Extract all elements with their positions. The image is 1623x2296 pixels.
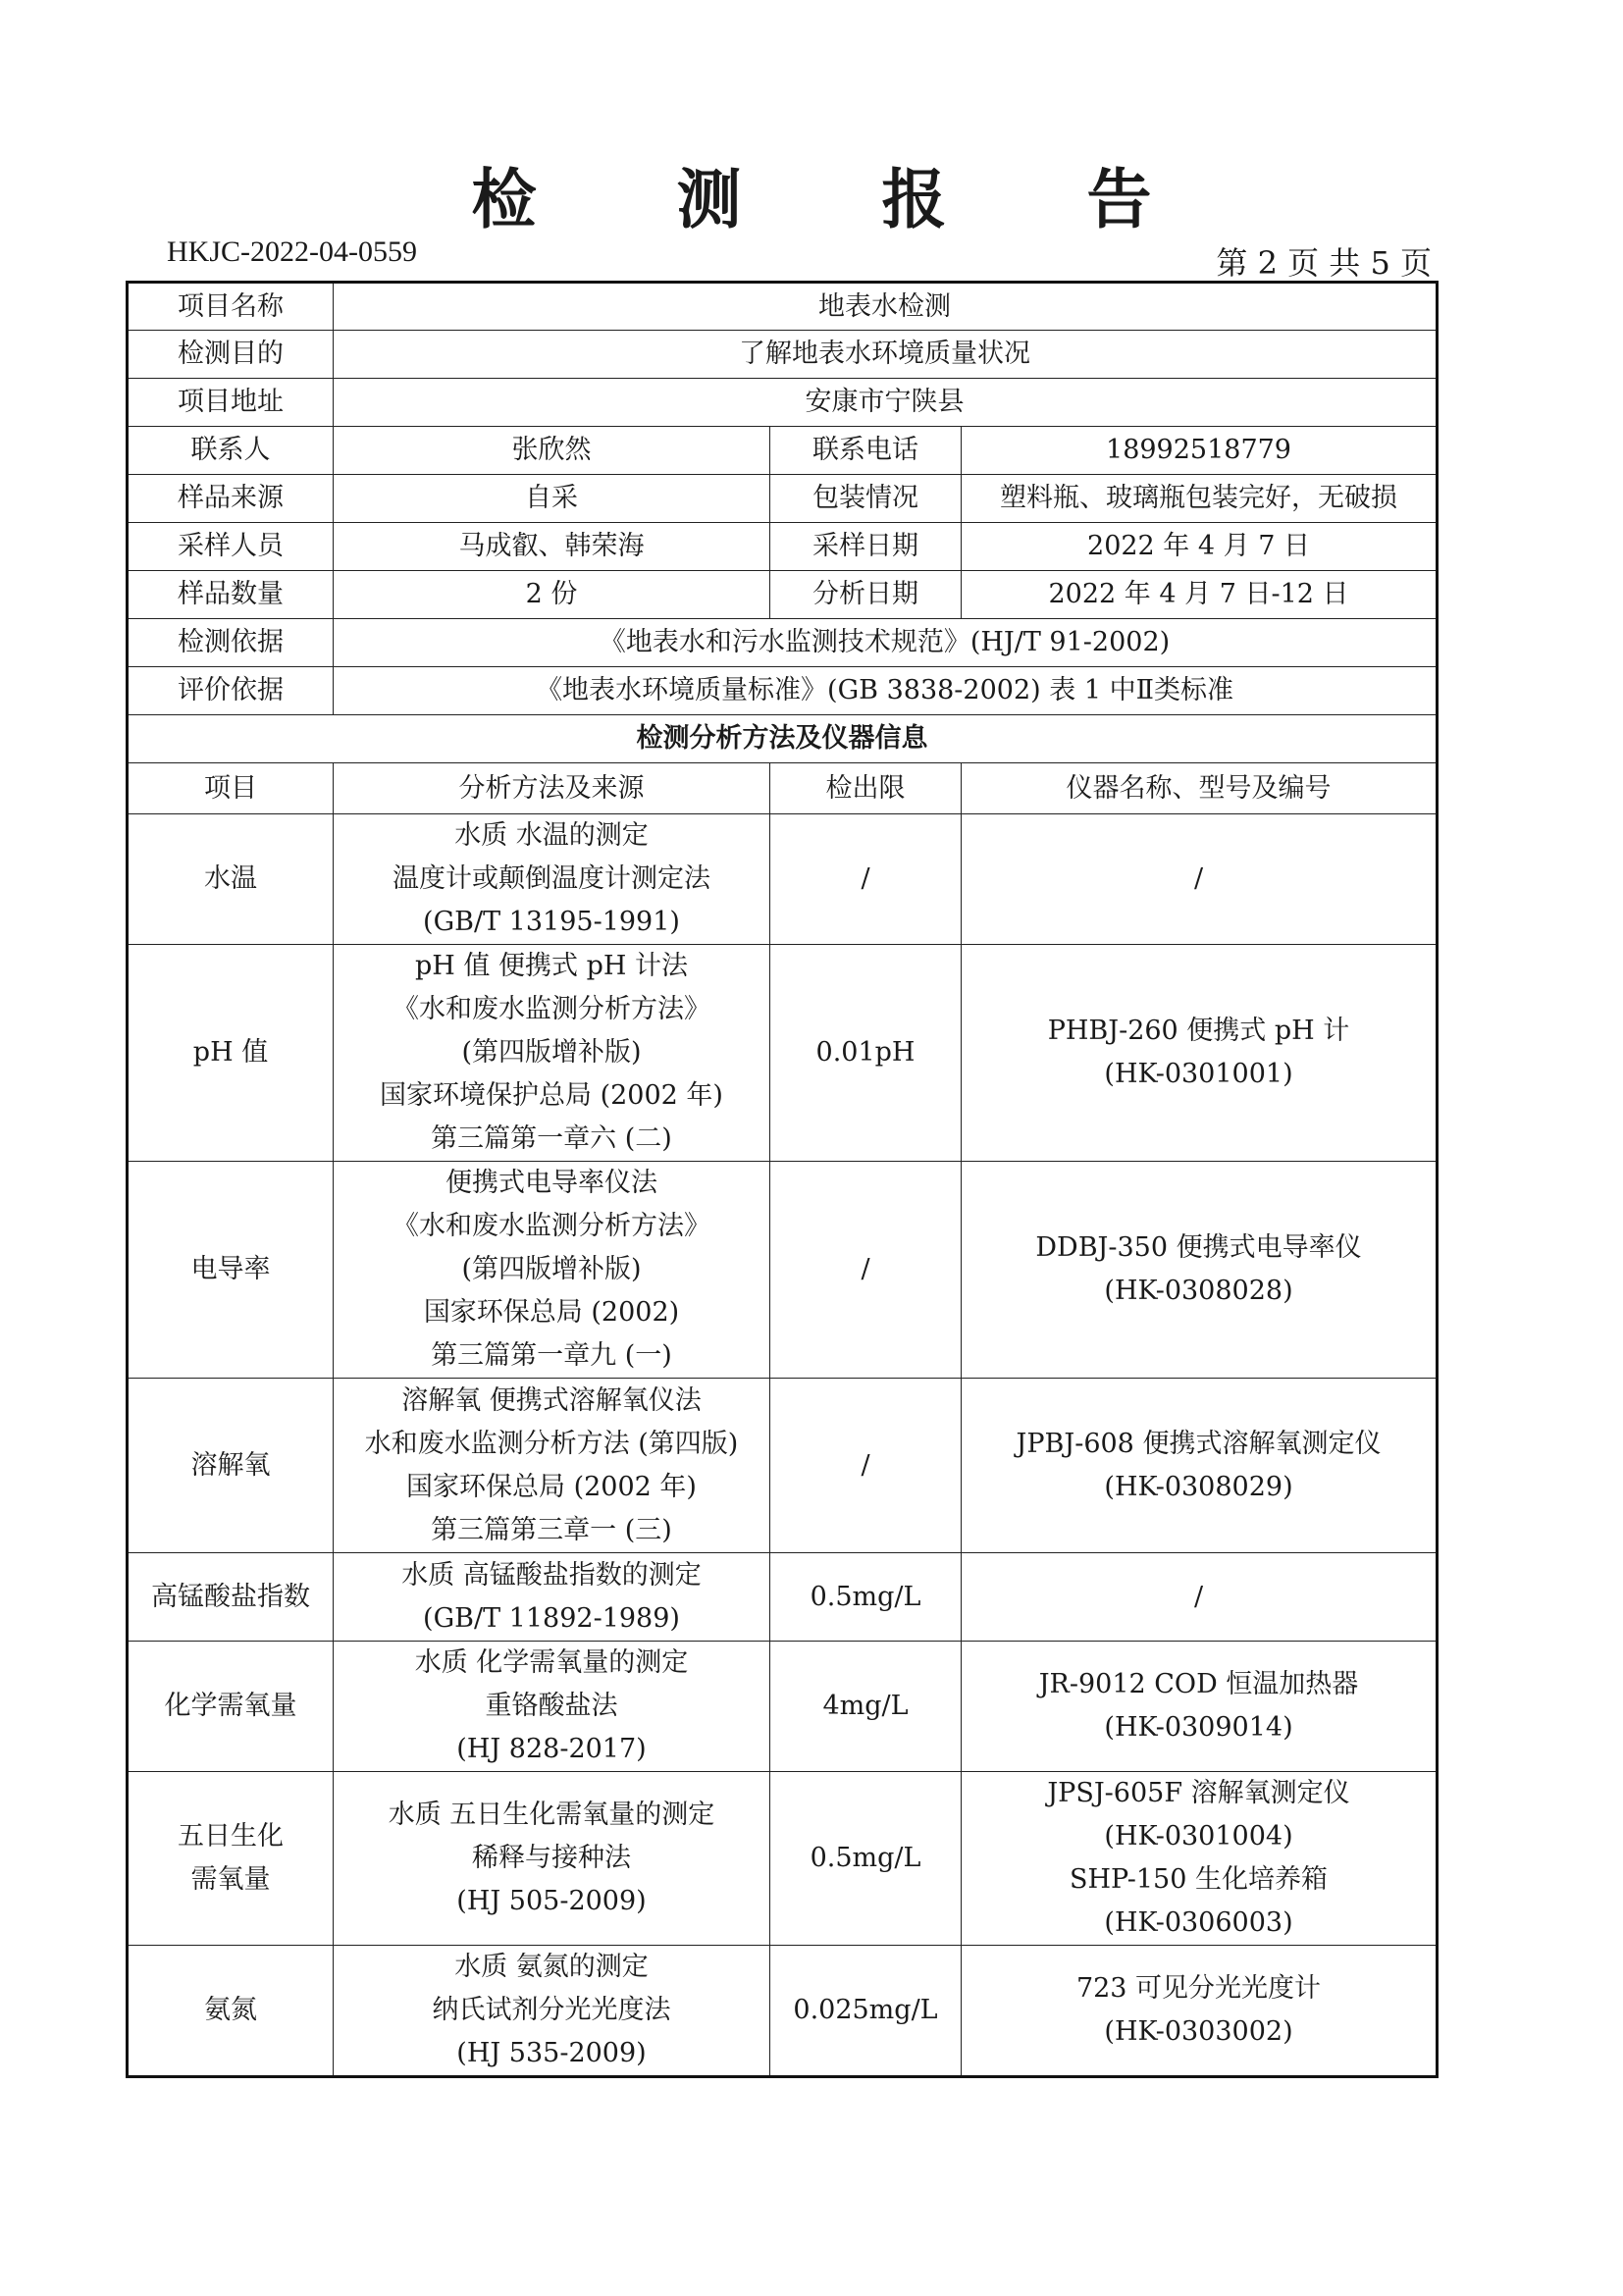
method-source-line: 第三篇第一章六 (二) bbox=[431, 1123, 672, 1154]
contact-value: 张欣然 bbox=[334, 427, 770, 475]
method-instrument-line: (HK-0309014) bbox=[1104, 1712, 1293, 1743]
method-instrument-line: / bbox=[1193, 1581, 1204, 1612]
method-source-line: 国家环境保护总局 (2002 年) bbox=[380, 1080, 723, 1111]
table-row bbox=[128, 427, 1438, 475]
table-header-row bbox=[128, 763, 1438, 814]
method-source-line: 稀释与接种法 bbox=[472, 1843, 631, 1873]
method-source-line: 国家环保总局 (2002) bbox=[423, 1297, 680, 1328]
method-instrument bbox=[962, 1553, 1438, 1642]
method-item bbox=[128, 1642, 334, 1772]
method-item bbox=[128, 1553, 334, 1642]
method-source-line: (GB/T 13195-1991) bbox=[423, 907, 680, 937]
method-row bbox=[128, 1642, 1438, 1772]
method-instrument bbox=[962, 1772, 1438, 1946]
method-row bbox=[128, 1162, 1438, 1379]
method-instrument bbox=[962, 814, 1438, 945]
method-item-line: 五日生化 bbox=[178, 1821, 284, 1852]
method-source-line: (第四版增补版) bbox=[461, 1037, 642, 1068]
purpose-value: 了解地表水环境质量状况 bbox=[334, 331, 1438, 379]
address-label: 项目地址 bbox=[128, 379, 334, 427]
method-instrument-line: (HK-0308029) bbox=[1104, 1471, 1293, 1502]
source-label: 样品来源 bbox=[128, 475, 334, 523]
basis-value: 《地表水和污水监测技术规范》(HJ/T 91-2002) bbox=[334, 619, 1438, 667]
packaging-value: 塑料瓶、玻璃瓶包装完好，无破损 bbox=[962, 475, 1438, 523]
method-item-line: 化学需氧量 bbox=[164, 1691, 297, 1721]
quantity-value: 2 份 bbox=[334, 571, 770, 619]
sampling-date-label: 采样日期 bbox=[770, 523, 962, 571]
method-instrument-line: / bbox=[1193, 863, 1204, 894]
method-instrument bbox=[962, 945, 1438, 1162]
method-instrument bbox=[962, 1946, 1438, 2077]
section-title: 检测分析方法及仪器信息 bbox=[128, 715, 1438, 763]
method-item-line: 水温 bbox=[204, 863, 257, 894]
phone-label: 联系电话 bbox=[770, 427, 962, 475]
method-instrument bbox=[962, 1162, 1438, 1379]
table-row bbox=[128, 619, 1438, 667]
sampler-label: 采样人员 bbox=[128, 523, 334, 571]
report-number: HKJC-2022-04-0559 bbox=[167, 235, 417, 268]
method-rows bbox=[128, 814, 1438, 2077]
method-instrument-line: SHP-150 生化培养箱 bbox=[1070, 1864, 1328, 1895]
method-item-line: 电导率 bbox=[190, 1254, 271, 1284]
method-limit: / bbox=[770, 1379, 962, 1553]
method-item bbox=[128, 1772, 334, 1946]
method-source bbox=[334, 1379, 770, 1553]
method-limit: 0.5mg/L bbox=[770, 1772, 962, 1946]
method-instrument-line: JR-9012 COD 恒温加热器 bbox=[1038, 1669, 1359, 1699]
method-instrument-line: JPBJ-608 便携式溶解氧测定仪 bbox=[1016, 1428, 1382, 1459]
column-header-item: 项目 bbox=[128, 763, 334, 814]
purpose-label: 检测目的 bbox=[128, 331, 334, 379]
phone-value: 18992518779 bbox=[962, 427, 1438, 475]
method-source-line: 水质 高锰酸盐指数的测定 bbox=[401, 1559, 702, 1591]
method-source-line: (第四版增补版) bbox=[461, 1254, 642, 1284]
method-item bbox=[128, 1946, 334, 2077]
method-source-line: 第三篇第三章一 (三) bbox=[431, 1514, 672, 1545]
table-row bbox=[128, 331, 1438, 379]
method-row bbox=[128, 1772, 1438, 1946]
method-instrument-line: JPSJ-605F 溶解氧测定仪 bbox=[1047, 1778, 1350, 1808]
packaging-label: 包装情况 bbox=[770, 475, 962, 523]
method-source-line: 水和废水监测分析方法 (第四版) bbox=[364, 1428, 739, 1459]
method-source-line: 水质 化学需氧量的测定 bbox=[414, 1647, 689, 1678]
method-limit: 0.025mg/L bbox=[770, 1946, 962, 2077]
page-indicator: 第 2 页 共 5 页 bbox=[1216, 244, 1432, 282]
table-row bbox=[128, 379, 1438, 427]
table-row bbox=[128, 283, 1438, 331]
method-source-line: 温度计或颠倒温度计测定法 bbox=[393, 863, 710, 894]
method-source bbox=[334, 1162, 770, 1379]
project-name-label: 项目名称 bbox=[128, 283, 334, 331]
table-row bbox=[128, 523, 1438, 571]
method-source-line: 国家环保总局 (2002 年) bbox=[406, 1471, 697, 1502]
method-instrument-line: DDBJ-350 便携式电导率仪 bbox=[1035, 1232, 1362, 1263]
method-source-line: 水质 五日生化需氧量的测定 bbox=[388, 1800, 715, 1830]
method-source-line: 水质 水温的测定 bbox=[454, 820, 649, 851]
method-source-line: 重铬酸盐法 bbox=[485, 1691, 618, 1721]
method-instrument-line: (HK-0303002) bbox=[1104, 2016, 1293, 2047]
method-limit: / bbox=[770, 814, 962, 945]
method-item bbox=[128, 814, 334, 945]
table-row bbox=[128, 715, 1438, 763]
method-source bbox=[334, 1772, 770, 1946]
method-instrument-line: (HK-0301001) bbox=[1104, 1059, 1293, 1089]
method-instrument bbox=[962, 1379, 1438, 1553]
method-instrument bbox=[962, 1642, 1438, 1772]
project-name-value: 地表水检测 bbox=[334, 283, 1438, 331]
method-row bbox=[128, 1946, 1438, 2077]
method-limit: / bbox=[770, 1162, 962, 1379]
method-item-line: 溶解氧 bbox=[190, 1449, 271, 1481]
analysis-date-value: 2022 年 4 月 7 日-12 日 bbox=[962, 571, 1438, 619]
report-table bbox=[126, 281, 1439, 2078]
report-title: 检 测 报 告 bbox=[471, 161, 1211, 237]
table-row bbox=[128, 667, 1438, 715]
contact-label: 联系人 bbox=[128, 427, 334, 475]
basis-label: 检测依据 bbox=[128, 619, 334, 667]
method-item bbox=[128, 1379, 334, 1553]
method-source-line: (GB/T 11892-1989) bbox=[423, 1602, 680, 1634]
method-row bbox=[128, 1553, 1438, 1642]
method-item-line: 高锰酸盐指数 bbox=[151, 1581, 310, 1612]
method-source-line: 第三篇第一章九 (一) bbox=[431, 1340, 672, 1371]
method-row bbox=[128, 814, 1438, 945]
quantity-label: 样品数量 bbox=[128, 571, 334, 619]
method-source-line: 便携式电导率仪法 bbox=[445, 1168, 657, 1198]
method-limit: 0.5mg/L bbox=[770, 1553, 962, 1642]
method-item-line: pH 值 bbox=[192, 1037, 269, 1068]
method-row bbox=[128, 1379, 1438, 1553]
sampling-date-value: 2022 年 4 月 7 日 bbox=[962, 523, 1438, 571]
method-item-line: 氨氮 bbox=[204, 1995, 257, 2025]
method-item bbox=[128, 945, 334, 1162]
method-source-line: (HJ 535-2009) bbox=[456, 2038, 647, 2068]
method-instrument-line: (HK-0306003) bbox=[1104, 1907, 1293, 1938]
method-instrument-line: 723 可见分光光度计 bbox=[1075, 1973, 1322, 2004]
method-instrument-line: (HK-0308028) bbox=[1104, 1276, 1293, 1306]
evaluation-label: 评价依据 bbox=[128, 667, 334, 715]
method-source bbox=[334, 945, 770, 1162]
column-header-instrument: 仪器名称、型号及编号 bbox=[962, 763, 1438, 814]
column-header-method: 分析方法及来源 bbox=[334, 763, 770, 814]
method-instrument-line: PHBJ-260 便携式 pH 计 bbox=[1047, 1016, 1350, 1046]
method-limit: 0.01pH bbox=[770, 945, 962, 1162]
method-item bbox=[128, 1162, 334, 1379]
method-source-line: 《水和废水监测分析方法》 bbox=[393, 994, 710, 1024]
method-item-line: 需氧量 bbox=[190, 1864, 271, 1895]
method-source-line: 纳氏试剂分光光度法 bbox=[432, 1995, 671, 2025]
method-source-line: 溶解氧 便携式溶解氧仪法 bbox=[401, 1384, 702, 1416]
method-row bbox=[128, 945, 1438, 1162]
method-limit: 4mg/L bbox=[770, 1642, 962, 1772]
table-row bbox=[128, 571, 1438, 619]
method-source-line: pH 值 便携式 pH 计法 bbox=[415, 951, 688, 981]
method-source bbox=[334, 814, 770, 945]
table-row bbox=[128, 475, 1438, 523]
evaluation-value: 《地表水环境质量标准》(GB 3838-2002) 表 1 中Ⅱ类标准 bbox=[334, 667, 1438, 715]
method-source bbox=[334, 1642, 770, 1772]
method-instrument-line: (HK-0301004) bbox=[1104, 1821, 1293, 1852]
method-source-line: 《水和废水监测分析方法》 bbox=[393, 1211, 710, 1241]
analysis-date-label: 分析日期 bbox=[770, 571, 962, 619]
method-source bbox=[334, 1553, 770, 1642]
method-source-line: (HJ 828-2017) bbox=[456, 1734, 647, 1764]
column-header-limit: 检出限 bbox=[770, 763, 962, 814]
sampler-value: 马成叡、韩荣海 bbox=[334, 523, 770, 571]
method-source bbox=[334, 1946, 770, 2077]
address-value: 安康市宁陕县 bbox=[334, 379, 1438, 427]
method-source-line: 水质 氨氮的测定 bbox=[454, 1952, 649, 1982]
method-source-line: (HJ 505-2009) bbox=[456, 1886, 647, 1916]
source-value: 自采 bbox=[334, 475, 770, 523]
